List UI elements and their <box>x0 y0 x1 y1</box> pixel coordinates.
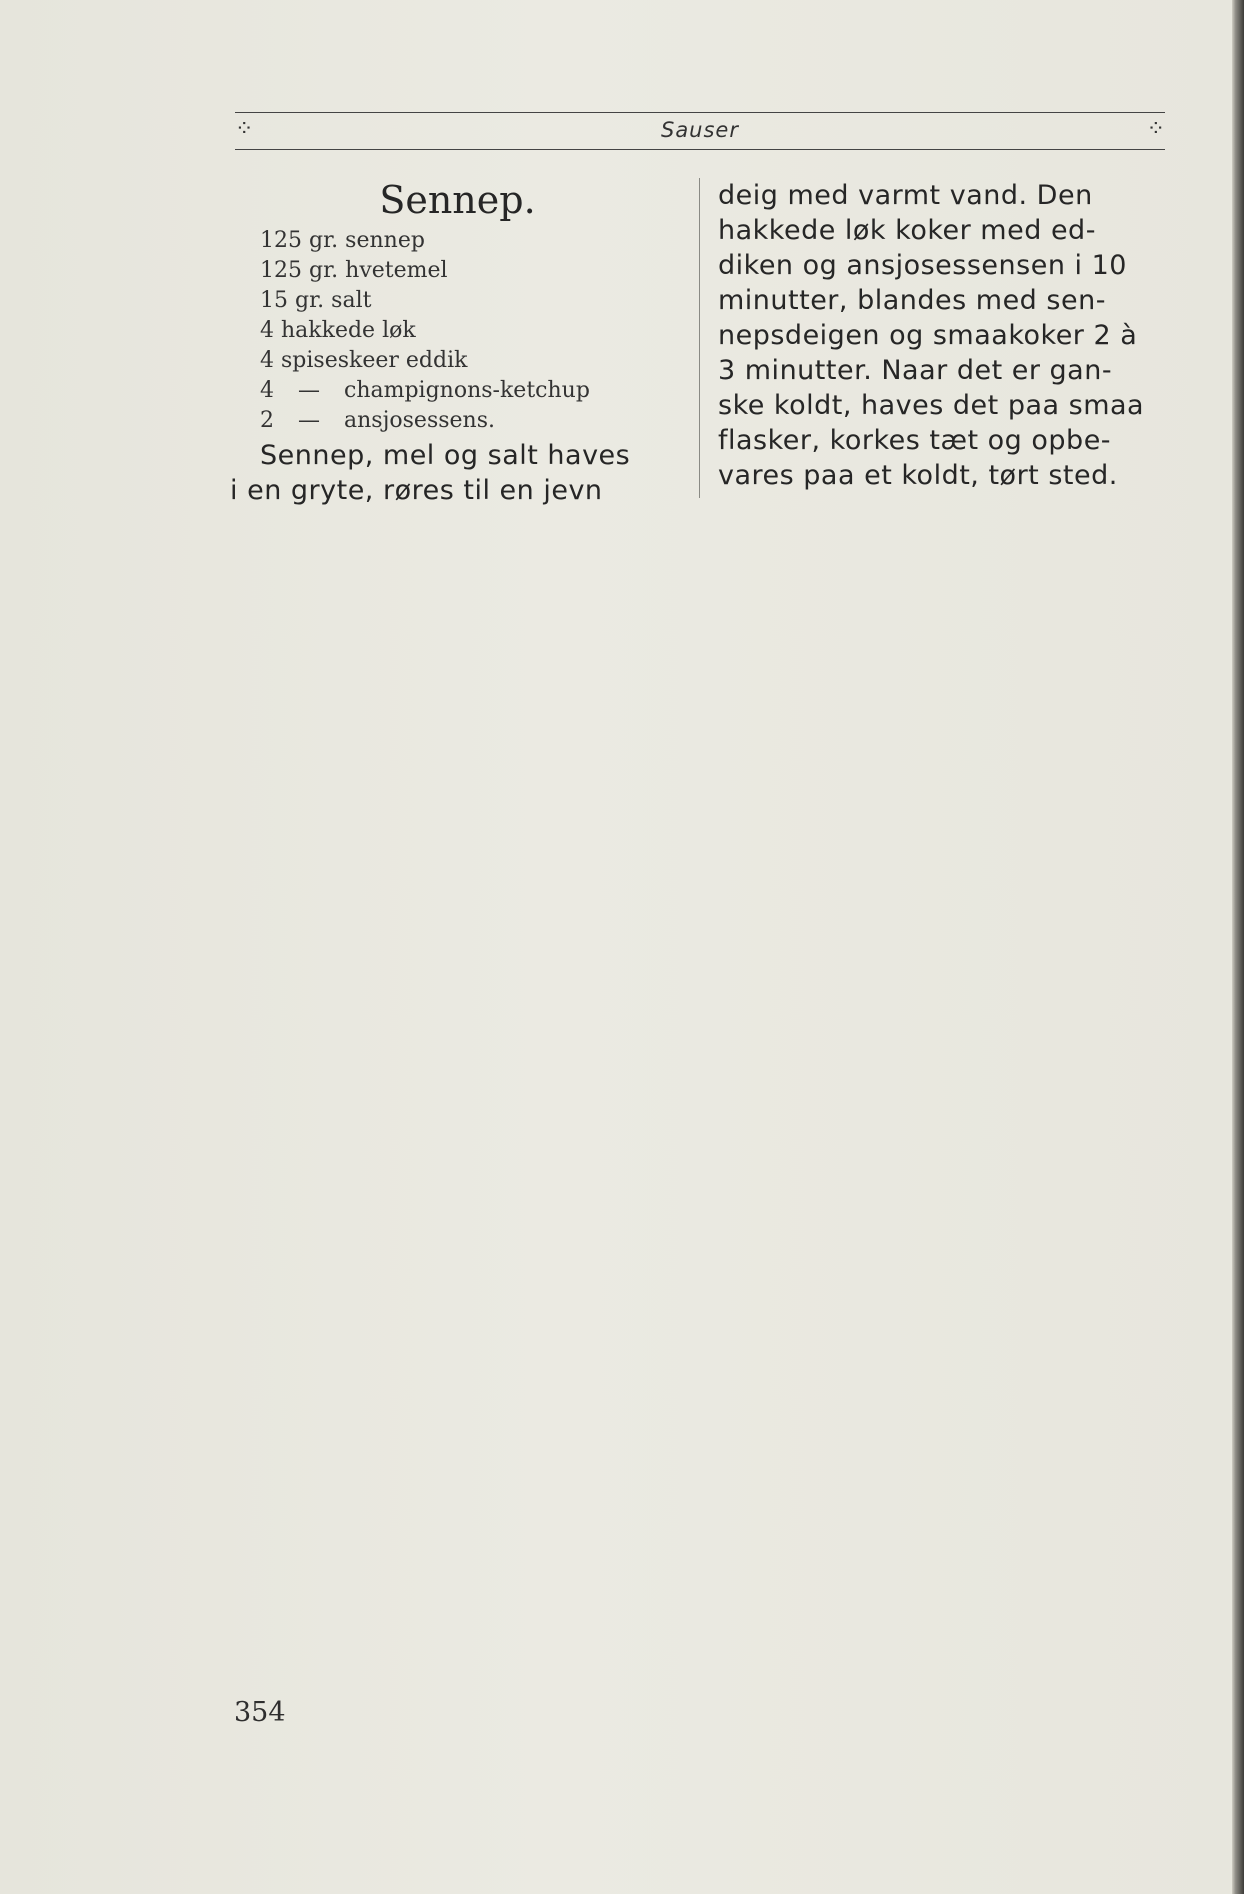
ingredient-item: 4 spiseskeer eddik <box>260 348 468 373</box>
recipe-instructions-start <box>230 438 685 508</box>
right-column <box>718 178 1163 493</box>
page-number: 354 <box>234 1697 286 1728</box>
ingredient-list <box>230 226 685 436</box>
ornament-left-icon: ⁘ <box>235 117 254 142</box>
instruction-line: i en gryte, røres til en jevn <box>230 475 603 506</box>
instruction-line: nepsdeigen og smaakoker 2 à <box>718 320 1138 351</box>
instruction-line: minutter, blandes med sen- <box>718 285 1106 316</box>
instruction-line: ske koldt, haves det paa smaa <box>718 390 1145 421</box>
ingredient-item: 125 gr. sennep <box>260 228 425 253</box>
instruction-line: vares paa et koldt, tørt sted. <box>718 460 1118 491</box>
recipe-instructions-continued <box>718 178 1163 493</box>
ingredient-item: 4 — champignons-ketchup <box>260 378 590 403</box>
column-divider <box>699 178 700 498</box>
instruction-line: diken og ansjosessensen i 10 <box>718 250 1127 281</box>
section-title: Sauser <box>660 118 739 142</box>
instruction-line: hakkede løk koker med ed- <box>718 215 1096 246</box>
instruction-line: deig med varmt vand. Den <box>718 180 1093 211</box>
left-column <box>230 178 685 508</box>
ingredient-item: 15 gr. salt <box>260 288 372 313</box>
instruction-line: Sennep, mel og salt haves <box>260 440 631 471</box>
ornament-right-icon: ⁘ <box>1146 117 1165 142</box>
running-header <box>235 112 1165 150</box>
ingredient-item: 4 hakkede løk <box>260 318 416 343</box>
ingredient-item: 2 — ansjosessens. <box>260 408 496 433</box>
instruction-line: flasker, korkes tæt og opbe- <box>718 425 1112 456</box>
ingredient-item: 125 gr. hvetemel <box>260 258 448 283</box>
instruction-line: 3 minutter. Naar det er gan- <box>718 355 1113 386</box>
recipe-title: Sennep. <box>379 178 536 222</box>
page-edge-shadow <box>1232 0 1244 1894</box>
